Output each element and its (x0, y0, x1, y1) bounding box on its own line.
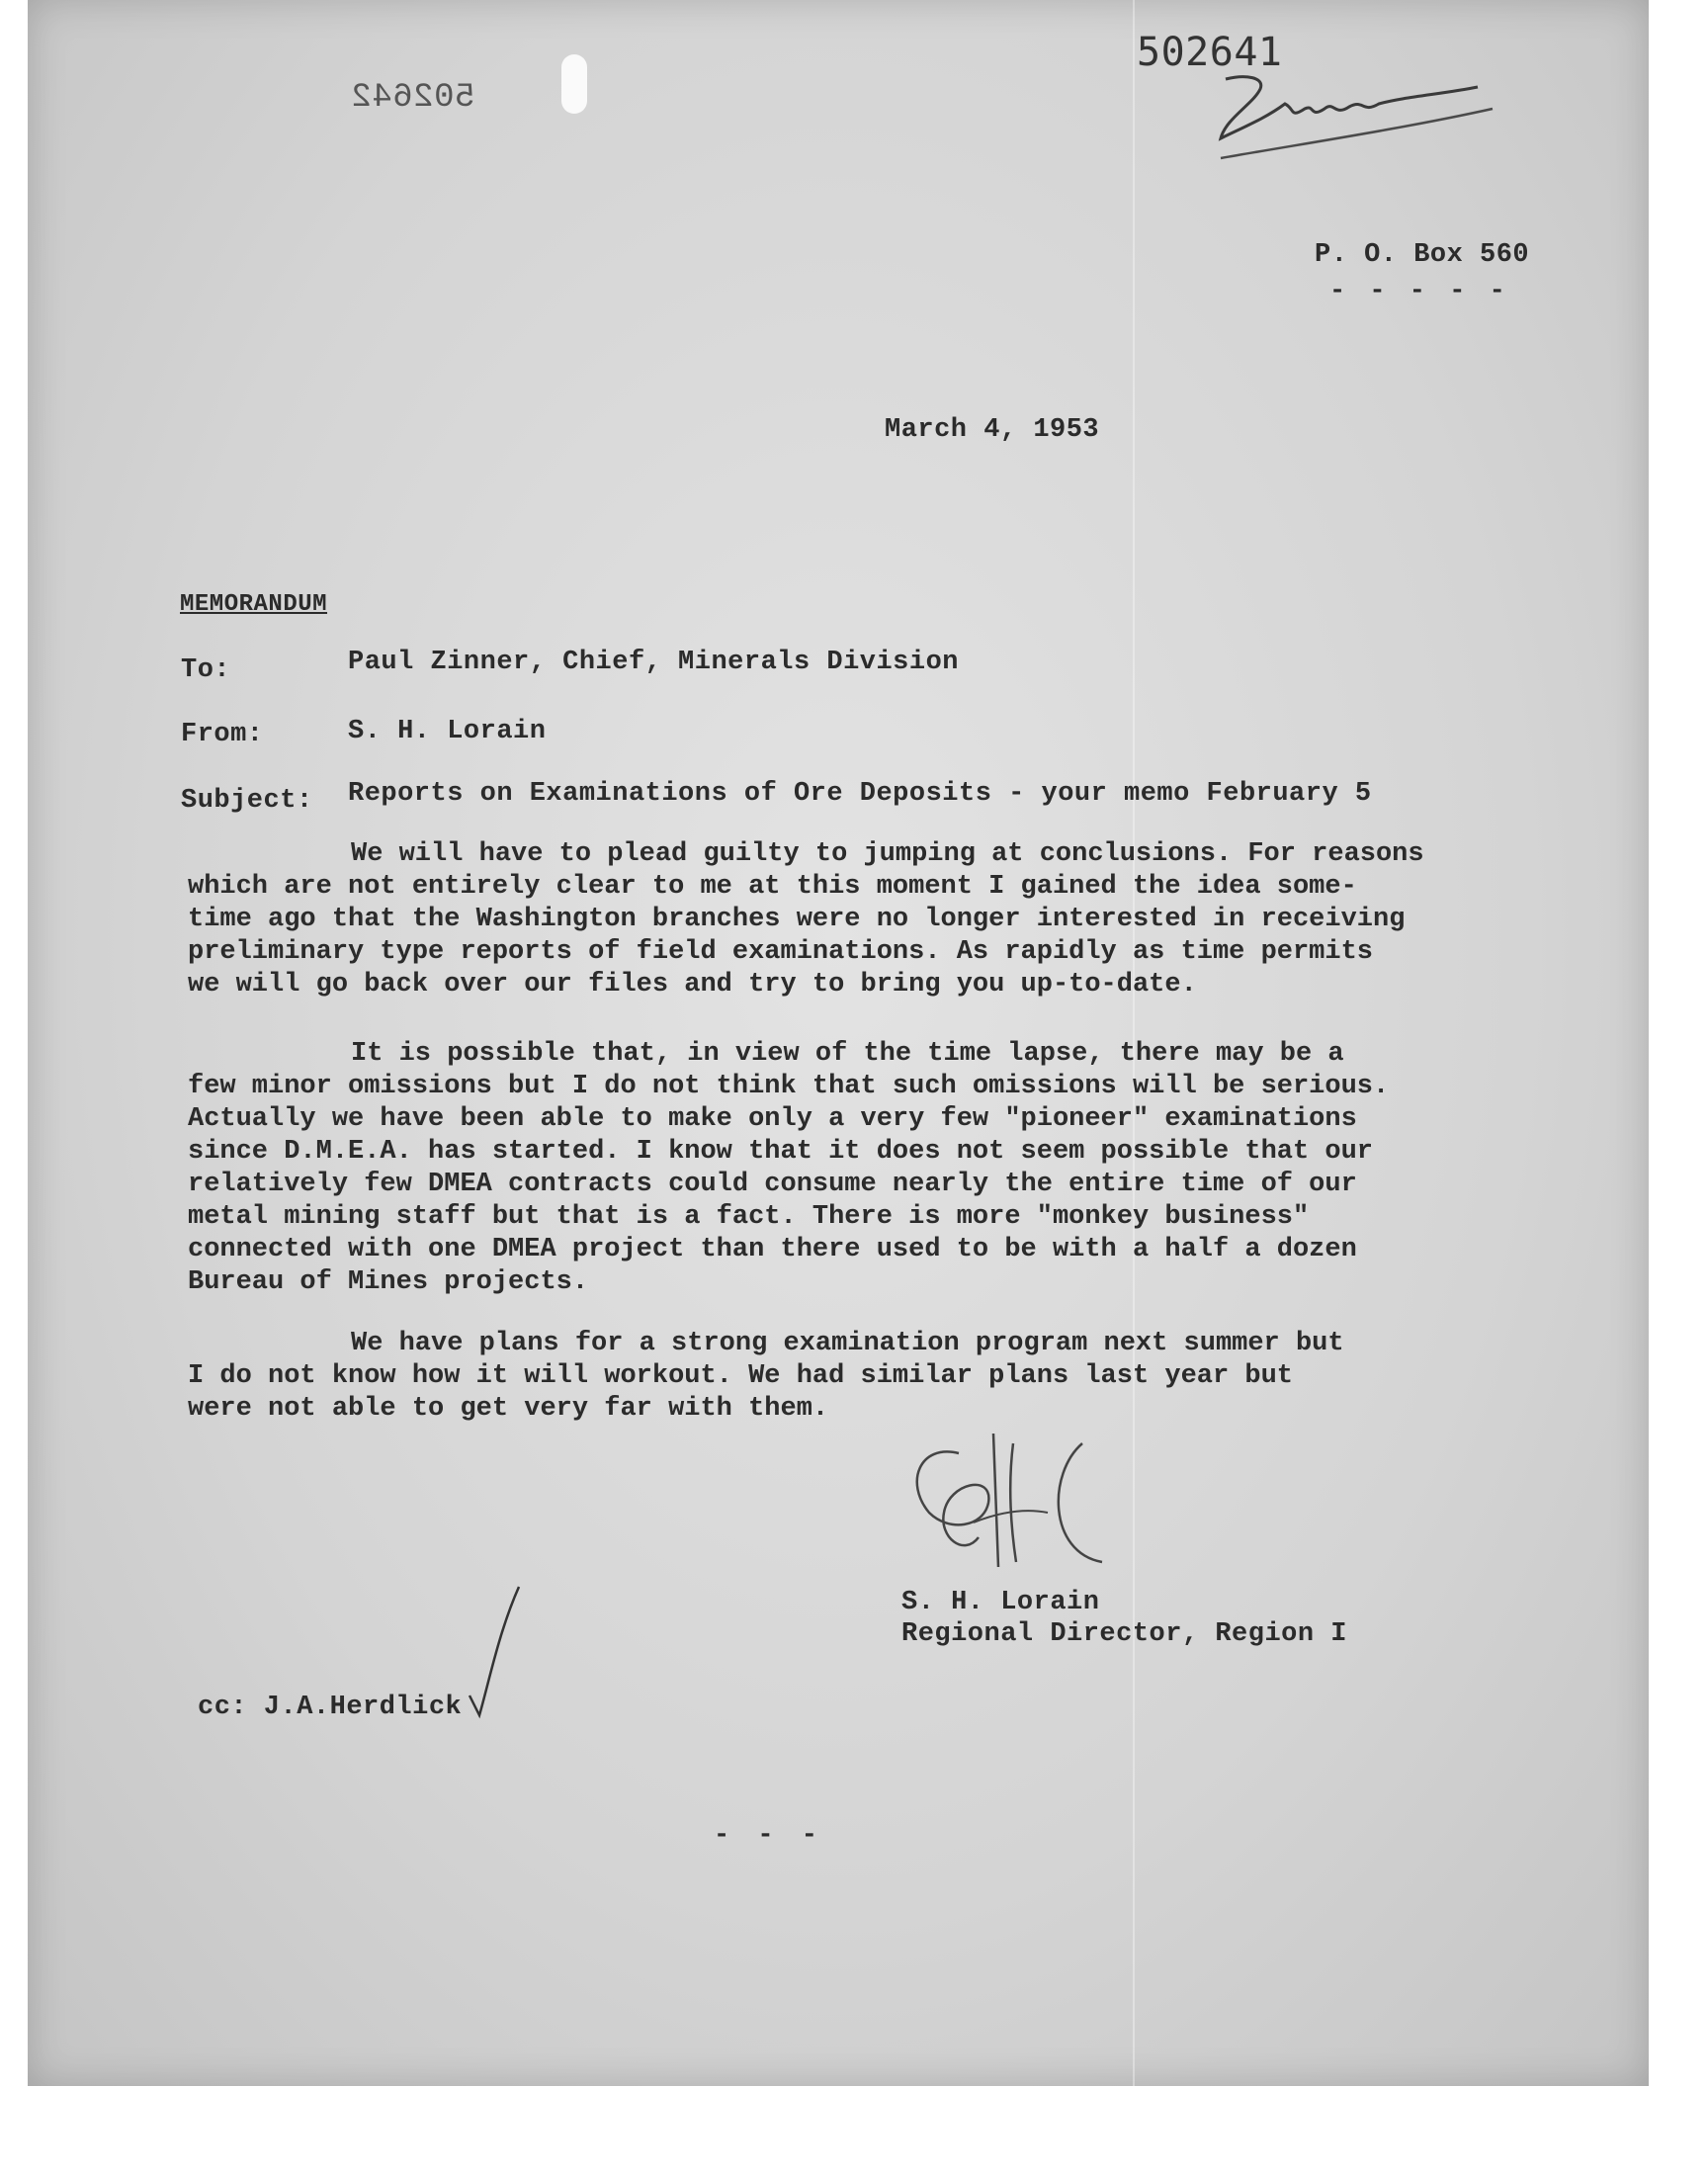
paragraph-line: few minor omissions but I do not think that such omissions will be serious. (188, 1072, 1390, 1101)
body-paragraph-2 (188, 1038, 1389, 1299)
body-paragraph-3 (188, 1328, 1344, 1426)
paragraph-line: It is possible that, in view of the time lapse, there may be a (351, 1039, 1344, 1069)
subject-value: Reports on Examinations of Ore Deposits - your memo February 5 (348, 779, 1372, 809)
from-value: S. H. Lorain (348, 717, 547, 746)
handwritten-name (1206, 49, 1493, 168)
footer-marks: - - - (714, 1821, 824, 1851)
memo-heading: MEMORANDUM (180, 591, 328, 618)
paragraph-line: preliminary type reports of field examinations. As rapidly as time permits (188, 937, 1373, 967)
paragraph-line: metal mining staff but that is a fact. There is more "monkey business" (188, 1202, 1310, 1232)
punch-hole (561, 54, 587, 114)
paragraph-line: connected with one DMEA project than there used to be with a half a dozen (188, 1235, 1357, 1264)
paragraph-line: I do not know how it will workout. We had similar plans last year but (188, 1361, 1293, 1391)
from-label: From: (181, 720, 264, 749)
signature-name: S. H. Lorain (901, 1588, 1100, 1617)
paragraph-line: were not able to get very far with them. (188, 1394, 829, 1424)
paragraph-line: Bureau of Mines projects. (188, 1267, 589, 1297)
po-box: P. O. Box 560 (1315, 240, 1530, 270)
paragraph-line: We will have to plead guilty to jumping at conclusions. For reasons (351, 839, 1424, 869)
mirrored-file-number: 502642 (351, 79, 475, 117)
paragraph-line: we will go back over our files and try to bring you up-to-date. (188, 970, 1197, 1000)
to-label: To: (181, 655, 231, 685)
paragraph-line: We have plans for a strong examination program next summer but (351, 1329, 1344, 1358)
signature-initials (890, 1414, 1127, 1592)
file-number: 502641 (1137, 30, 1283, 75)
subject-label: Subject: (181, 786, 313, 816)
body-paragraph-1 (188, 838, 1424, 1001)
checkmark-icon (465, 1582, 524, 1720)
paragraph-line: which are not entirely clear to me at this moment I gained the idea some- (188, 872, 1357, 902)
memo-date: March 4, 1953 (885, 415, 1100, 445)
to-value: Paul Zinner, Chief, Minerals Division (348, 648, 959, 677)
paragraph-line: Actually we have been able to make only a very few "pioneer" examinations (188, 1104, 1357, 1134)
paragraph-line: since D.M.E.A. has started. I know that it does not seem possible that our (188, 1137, 1373, 1167)
paragraph-line: relatively few DMEA contracts could consume nearly the entire time of our (188, 1170, 1357, 1199)
signature-title: Regional Director, Region I (901, 1619, 1347, 1649)
paragraph-line: time ago that the Washington branches were no longer interested in receiving (188, 905, 1406, 934)
cc-line: cc: J.A.Herdlick (198, 1693, 463, 1722)
po-box-dashes: - - - - - (1329, 277, 1509, 306)
